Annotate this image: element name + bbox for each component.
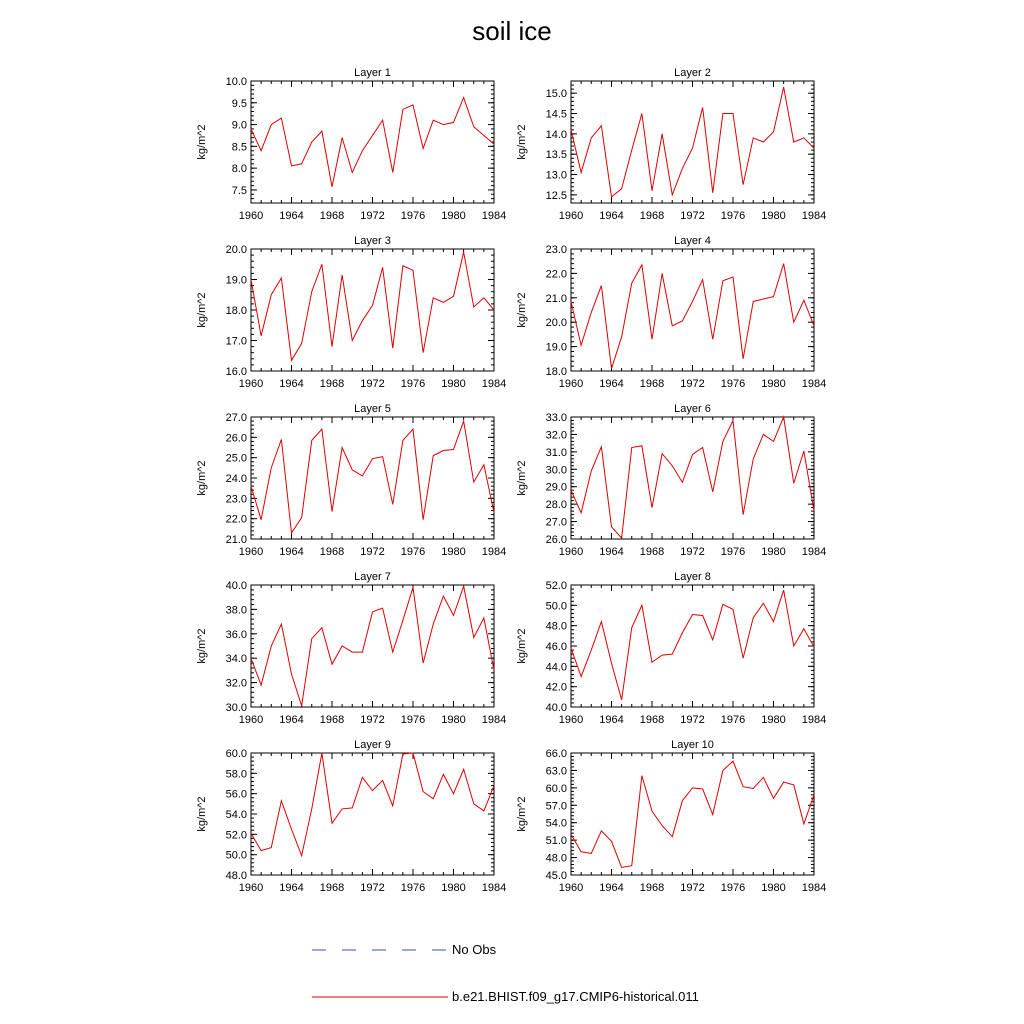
- panel-3-frame: [251, 249, 494, 371]
- panel-5-xtick-label: 1984: [481, 546, 507, 558]
- panel-9-series-line: [251, 753, 494, 856]
- panel-10-ytick-label: 60.0: [545, 782, 567, 795]
- panel-2-xtick-label: 1968: [639, 210, 665, 222]
- panel-8-series-line: [571, 590, 814, 700]
- panel-9-xtick-label: 1960: [238, 882, 264, 894]
- panel-5-xtick-label: 1972: [360, 546, 385, 558]
- panel-9-xtick-label: 1976: [400, 882, 426, 894]
- panel-5-series-line: [251, 421, 494, 533]
- panel-2-xtick-label: 1980: [761, 210, 786, 222]
- panel-8-xtick-label: 1972: [680, 714, 705, 726]
- panel-4-title: Layer 4: [674, 235, 711, 247]
- panel-4-xtick-label: 1980: [761, 378, 786, 390]
- panel-7-ylabel: kg/m^2: [196, 628, 208, 664]
- panel-1-ytick-label: 8.5: [231, 141, 247, 154]
- panel-4-ytick-label: 22.0: [545, 268, 567, 281]
- panel-7-ytick-label: 30.0: [225, 702, 247, 714]
- panel-8-ylabel: kg/m^2: [516, 628, 528, 664]
- panel-3-xtick-label: 1960: [238, 378, 264, 390]
- panel-3-xtick-label: 1964: [279, 378, 304, 390]
- panel-8-xtick-label: 1964: [599, 714, 624, 726]
- panel-6-xtick-label: 1960: [558, 546, 584, 558]
- panel-8-ytick-label: 48.0: [545, 620, 567, 633]
- panel-5-xtick-label: 1960: [238, 546, 264, 558]
- panel-7-ytick-label: 34.0: [225, 653, 247, 666]
- panel-9-xtick-label: 1968: [319, 882, 345, 894]
- panel-5-frame: [251, 417, 494, 539]
- panel-4-xtick-label: 1976: [720, 378, 746, 390]
- panel-10-series-line: [571, 761, 814, 867]
- panel-10-ytick-label: 66.0: [545, 748, 567, 760]
- panel-10-ytick-label: 57.0: [545, 800, 567, 813]
- panel-1-xtick-label: 1964: [279, 210, 304, 222]
- panel-7-xtick-label: 1972: [360, 714, 385, 726]
- panel-10-ytick-label: 63.0: [545, 765, 567, 778]
- panel-1-xtick-label: 1968: [319, 210, 345, 222]
- panel-9-ytick-label: 60.0: [225, 748, 247, 760]
- panel-6-title: Layer 6: [674, 403, 711, 415]
- panel-9-xtick-label: 1984: [481, 882, 507, 894]
- panel-4-ytick-label: 20.0: [545, 317, 567, 330]
- panel-5-ytick-label: 21.0: [225, 534, 247, 546]
- figure-title: soil ice: [472, 16, 552, 46]
- panel-3-ytick-label: 17.0: [225, 335, 247, 348]
- panel-3-xtick-label: 1984: [481, 378, 507, 390]
- panel-1-ytick-label: 8.0: [231, 163, 247, 176]
- panel-9-ytick-label: 50.0: [225, 849, 247, 862]
- panel-3-ytick-label: 19.0: [225, 274, 247, 287]
- panel-4-frame: [571, 249, 814, 371]
- panel-1-ytick-label: 9.5: [231, 97, 247, 110]
- panel-4-series-line: [571, 264, 814, 369]
- panel-1-ylabel: kg/m^2: [196, 124, 208, 160]
- panel-6-ytick-label: 30.0: [545, 464, 567, 477]
- panel-9-frame: [251, 753, 494, 875]
- panel-5-ytick-label: 25.0: [225, 452, 247, 465]
- panel-6-ytick-label: 28.0: [545, 499, 567, 512]
- panel-2-series-line: [571, 87, 814, 197]
- panel-9-xtick-label: 1980: [441, 882, 466, 894]
- panel-1-ytick-label: 10.0: [225, 76, 247, 88]
- panel-1-xtick-label: 1984: [481, 210, 507, 222]
- panel-6-xtick-label: 1964: [599, 546, 624, 558]
- panel-7-xtick-label: 1976: [400, 714, 426, 726]
- panel-10-title: Layer 10: [671, 739, 714, 751]
- panel-6-ytick-label: 27.0: [545, 516, 567, 529]
- panel-2-ylabel: kg/m^2: [516, 124, 528, 160]
- panel-1-frame: [251, 81, 494, 203]
- panel-1-xtick-label: 1960: [238, 210, 264, 222]
- panel-1-ytick-label: 9.0: [231, 119, 247, 132]
- panel-5-ytick-label: 24.0: [225, 473, 247, 485]
- panel-10-ytick-label: 54.0: [545, 817, 567, 830]
- panel-3-xtick-label: 1968: [319, 378, 345, 390]
- panel-9-ytick-label: 56.0: [225, 788, 247, 801]
- panel-9-title: Layer 9: [354, 739, 391, 751]
- panel-5-ytick-label: 23.0: [225, 493, 247, 506]
- panel-4-xtick-label: 1968: [639, 378, 665, 390]
- panel-8-ytick-label: 52.0: [545, 580, 567, 592]
- panel-6-frame: [571, 417, 814, 539]
- panel-8-title: Layer 8: [674, 571, 711, 583]
- panel-6-xtick-label: 1980: [761, 546, 786, 558]
- panel-3-series-line: [251, 252, 494, 360]
- panel-1-title: Layer 1: [354, 67, 391, 79]
- panel-3-ylabel: kg/m^2: [196, 292, 208, 328]
- panel-9-ytick-label: 48.0: [225, 870, 247, 882]
- panel-2-ytick-label: 12.5: [545, 189, 567, 202]
- panel-8-ytick-label: 44.0: [545, 661, 567, 674]
- panel-4-ylabel: kg/m^2: [516, 292, 528, 328]
- panel-8-ytick-label: 50.0: [545, 600, 567, 613]
- panel-10-xtick-label: 1980: [761, 882, 786, 894]
- panel-2-frame: [571, 81, 814, 203]
- panel-1-xtick-label: 1976: [400, 210, 426, 222]
- panel-8-xtick-label: 1960: [558, 714, 584, 726]
- panel-5-xtick-label: 1980: [441, 546, 466, 558]
- panel-3-ytick-label: 20.0: [225, 244, 247, 256]
- panel-4-xtick-label: 1960: [558, 378, 584, 390]
- panel-10-xtick-label: 1960: [558, 882, 584, 894]
- panel-7-xtick-label: 1960: [238, 714, 264, 726]
- panel-6-ylabel: kg/m^2: [516, 460, 528, 496]
- legend-model-line: [312, 990, 452, 1004]
- panel-7-ytick-label: 32.0: [225, 677, 247, 690]
- panel-6-ytick-label: 33.0: [545, 412, 567, 424]
- panel-7-xtick-label: 1968: [319, 714, 345, 726]
- panel-5-ytick-label: 27.0: [225, 412, 247, 424]
- panel-10-ytick-label: 48.0: [545, 852, 567, 865]
- panel-6-ytick-label: 32.0: [545, 429, 567, 442]
- panel-6-xtick-label: 1984: [801, 546, 827, 558]
- panel-4-ytick-label: 23.0: [545, 244, 567, 256]
- panel-9-ytick-label: 58.0: [225, 768, 247, 781]
- panel-10-xtick-label: 1972: [680, 882, 705, 894]
- panel-10-ylabel: kg/m^2: [516, 796, 528, 832]
- panel-2-xtick-label: 1984: [801, 210, 827, 222]
- panel-5-xtick-label: 1968: [319, 546, 345, 558]
- panel-10-xtick-label: 1984: [801, 882, 827, 894]
- panel-6-xtick-label: 1968: [639, 546, 665, 558]
- panel-2-ytick-label: 14.0: [545, 128, 567, 141]
- panel-9-xtick-label: 1972: [360, 882, 385, 894]
- panel-3-ytick-label: 16.0: [225, 366, 247, 378]
- panel-7-series-line: [251, 586, 494, 706]
- panel-2-title: Layer 2: [674, 67, 711, 79]
- panel-5-ytick-label: 22.0: [225, 513, 247, 526]
- legend-no-obs-line: [312, 943, 452, 957]
- panel-8-xtick-label: 1976: [720, 714, 746, 726]
- panel-1-xtick-label: 1972: [360, 210, 385, 222]
- panel-4-xtick-label: 1964: [599, 378, 624, 390]
- panel-9-xtick-label: 1964: [279, 882, 304, 894]
- panel-4-ytick-label: 19.0: [545, 341, 567, 354]
- panel-4-ytick-label: 21.0: [545, 292, 567, 305]
- panel-6-ytick-label: 26.0: [545, 534, 567, 546]
- panel-7-title: Layer 7: [354, 571, 391, 583]
- panel-1-series-line: [251, 98, 494, 187]
- panel-2-ytick-label: 15.0: [545, 88, 567, 101]
- panel-3-xtick-label: 1976: [400, 378, 426, 390]
- panel-4-xtick-label: 1984: [801, 378, 827, 390]
- legend-label-model: b.e21.BHIST.f09_g17.CMIP6-historical.011: [452, 989, 699, 1004]
- panel-10-xtick-label: 1976: [720, 882, 746, 894]
- panel-5-title: Layer 5: [354, 403, 391, 415]
- panel-2-xtick-label: 1972: [680, 210, 705, 222]
- panel-5-ytick-label: 26.0: [225, 432, 247, 445]
- panel-10-xtick-label: 1968: [639, 882, 665, 894]
- panel-9-ytick-label: 54.0: [225, 809, 247, 821]
- panel-7-ytick-label: 36.0: [225, 628, 247, 641]
- panel-3-ytick-label: 18.0: [225, 305, 247, 317]
- panel-3-xtick-label: 1980: [441, 378, 466, 390]
- panel-9-ylabel: kg/m^2: [196, 796, 208, 832]
- panel-6-ytick-label: 29.0: [545, 481, 567, 494]
- panel-8-xtick-label: 1984: [801, 714, 827, 726]
- panel-8-xtick-label: 1980: [761, 714, 786, 726]
- panel-10-xtick-label: 1964: [599, 882, 624, 894]
- panel-8-ytick-label: 40.0: [545, 702, 567, 714]
- panel-7-xtick-label: 1964: [279, 714, 304, 726]
- panel-7-xtick-label: 1984: [481, 714, 507, 726]
- panel-8-ytick-label: 46.0: [545, 641, 567, 653]
- panel-4-ytick-label: 18.0: [545, 366, 567, 378]
- panel-1-xtick-label: 1980: [441, 210, 466, 222]
- panel-7-ytick-label: 40.0: [225, 580, 247, 592]
- panel-6-xtick-label: 1976: [720, 546, 746, 558]
- panel-5-ylabel: kg/m^2: [196, 460, 208, 496]
- panel-5-xtick-label: 1964: [279, 546, 304, 558]
- panel-8-xtick-label: 1968: [639, 714, 665, 726]
- panel-6-ytick-label: 31.0: [545, 446, 567, 459]
- panel-5-xtick-label: 1976: [400, 546, 426, 558]
- panel-9-ytick-label: 52.0: [225, 829, 247, 842]
- panel-2-ytick-label: 13.0: [545, 169, 567, 182]
- panel-2-ytick-label: 14.5: [545, 108, 567, 121]
- panel-7-ytick-label: 38.0: [225, 604, 247, 617]
- panel-8-ytick-label: 42.0: [545, 681, 567, 694]
- panel-2-xtick-label: 1976: [720, 210, 746, 222]
- panel-2-xtick-label: 1964: [599, 210, 624, 222]
- panel-10-ytick-label: 51.0: [545, 835, 567, 848]
- panel-4-xtick-label: 1972: [680, 378, 705, 390]
- panel-3-title: Layer 3: [354, 235, 391, 247]
- panel-3-xtick-label: 1972: [360, 378, 385, 390]
- panel-10-ytick-label: 45.0: [545, 870, 567, 882]
- panel-7-xtick-label: 1980: [441, 714, 466, 726]
- panel-10-frame: [571, 753, 814, 875]
- panel-2-ytick-label: 13.5: [545, 149, 567, 162]
- panel-1-ytick-label: 7.5: [231, 184, 247, 197]
- panel-6-series-line: [571, 417, 814, 538]
- panel-2-xtick-label: 1960: [558, 210, 584, 222]
- panel-6-xtick-label: 1972: [680, 546, 705, 558]
- legend-label-no-obs: No Obs: [452, 942, 497, 957]
